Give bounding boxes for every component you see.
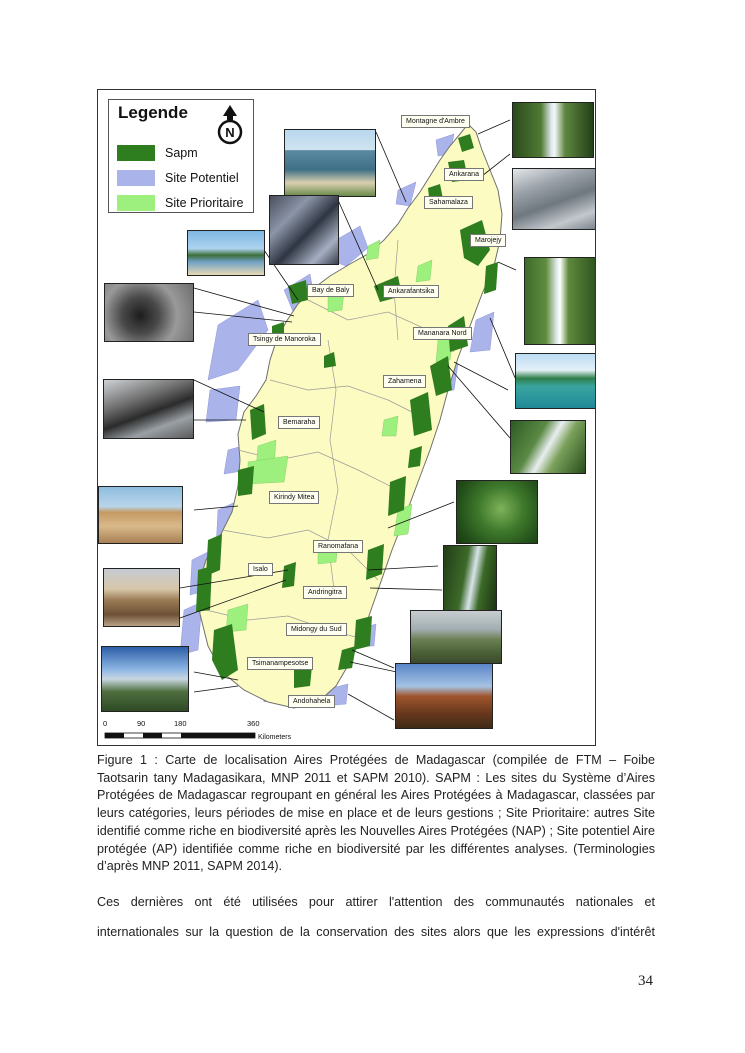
site-label-kirindy-mitea: Kirindy Mitea [269,491,319,504]
body-paragraph-line-2: internationales sur la question de la conservation des sites alors que les expressions d'intérêt [97,925,655,939]
north-arrow-icon [215,104,245,148]
legend-label-sapm: Sapm [165,146,198,160]
photo-ankarana [512,168,596,230]
body-paragraph-line-1: Ces dernières ont été utilisées pour attirer l'attention des communautés nationales et [97,895,655,909]
legend-label-site-potentiel: Site Potentiel [165,171,239,185]
photo-ranomafana [456,480,538,544]
scale-unit: Kilometers [258,734,292,741]
photo-midongy-du-sud [410,610,502,664]
site-label-tsimanampesotse: Tsimanampesotse [247,657,313,670]
site-label-andringitra: Andringitra [303,586,347,599]
site-label-bemaraha: Bemaraha [278,416,320,429]
site-label-marojejy: Marojejy [470,234,506,247]
legend-label-site-prioritaire: Site Prioritaire [165,196,244,210]
photo-kirindy-mitea [98,486,183,544]
site-label-sahamalaza: Sahamalaza [424,196,473,209]
photo-sahamalaza [284,129,376,197]
photo-bay-de-baly [269,195,339,265]
scale-tick-180: 180 [174,719,187,728]
north-letter: N [225,125,235,140]
site-label-zahamena: Zahamena [383,375,426,388]
site-label-mananara-nord: Mananara Nord [413,327,472,340]
photo-cave [104,283,194,342]
photo-montagne-d-ambre [512,102,594,158]
photo-tsimanampesotse [101,646,189,712]
legend-swatch-sapm [117,145,155,161]
photo-isalo [103,568,180,627]
scale-bar [101,719,341,743]
photo-marojejy [524,257,596,345]
map-legend [108,99,254,213]
scale-tick-0: 0 [103,719,108,728]
site-label-ankarafantsika: Ankarafantsika [383,285,439,298]
photo-andohahela [395,663,493,729]
site-label-montagne-d-ambre: Montagne d'Ambre [401,115,470,128]
protected-areas-map-figure [97,89,596,746]
photo-tsingy-de-manoroka [187,230,265,276]
scale-tick-360: 360 [247,719,260,728]
site-label-tsingy-de-manoroka: Tsingy de Manoroka [248,333,321,346]
photo-zahamena [510,420,586,474]
legend-title: Legende [118,103,188,122]
site-label-ranomafana: Ranomafana [313,540,363,553]
legend-swatch-site-potentiel [117,170,155,186]
site-label-andohahela: Andohahela [288,695,335,708]
photo-bemaraha [103,379,194,439]
site-label-ankarana: Ankarana [444,168,484,181]
photo-andringitra [443,545,497,611]
site-label-midongy-du-sud: Midongy du Sud [286,623,347,636]
figure-caption: Figure 1 : Carte de localisation Aires Protégées de Madagascar (compilée de FTM – Foibe Taotsarin tany Madagasikara, MNP 2011 et SAPM 2010). SAPM : Les sites du Système d’Aires Protégées de Madagascar regroupant en général les Aires Protégées à Madagascar, classées par leurs catégories, leurs périodes de mise en place et de leurs gestions ; Site Prioritaire: autres Site identifié comme riche en biodiversité après les Nouvelles Aires Protégées (NAP) ; Site potentiel Aire protégée (AP) identifiée comme riche en biodiversité par les différentes analyses. (Terminologies d’après MNP 2011, SAPM 2014). [97,753,655,874]
legend-swatch-site-prioritaire [117,195,155,211]
page-number: 34 [638,973,653,989]
photo-mananara-nord [515,353,596,409]
site-label-isalo: Isalo [248,563,273,576]
site-label-bay-de-baly: Bay de Baly [307,284,354,297]
scale-tick-90: 90 [137,719,146,728]
